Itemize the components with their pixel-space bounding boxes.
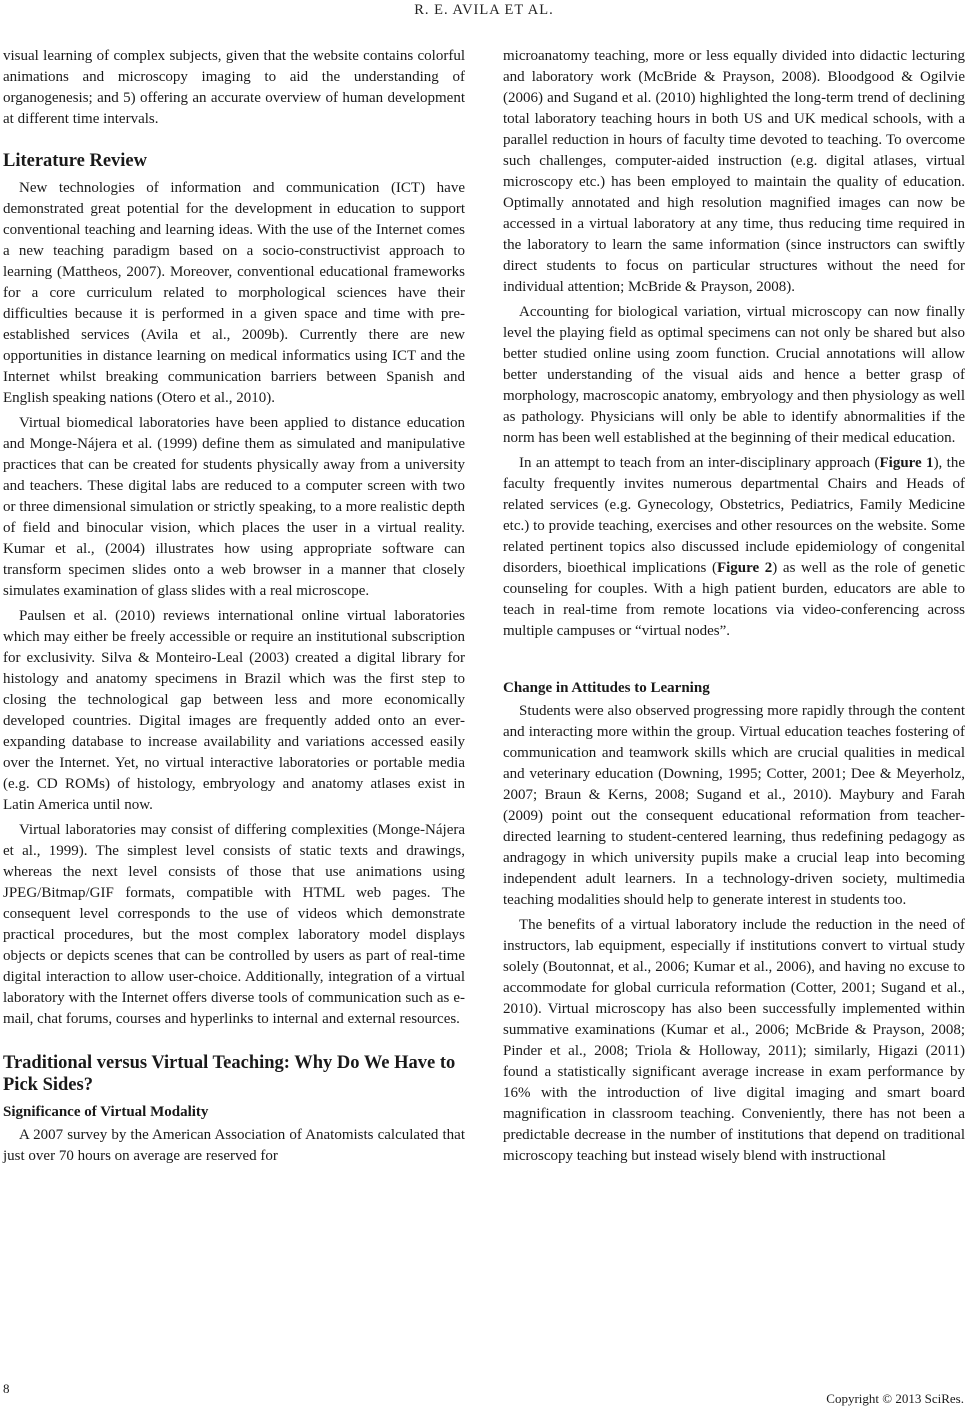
text-segment: ) as well as the role of genetic counseling for couples. With a high patient burden, educators are able to teach in real-time from remote locations via video-conferencing across multiple campuses or “virtual nodes”. — [503, 560, 965, 639]
paragraph-lit-2: Virtual biomedical laboratories have been applied to distance education and Monge-Nájera et al. (1999) define them as simulated and manipulative practices that can be created for students physically away from a university and teachers. These digital labs are reduced to a computer screen with two or three dimensional simulation or strictly speaking, to a more realistic depth of field and binocular vision, which places the user in a virtual reality. Kumar et al., (2004) illustrates how using appropriate software can transform specimen slides onto a web browser in a manner that closely simulates examination of glass slides with a real microscope. — [3, 415, 465, 599]
left-column — [3, 46, 465, 1171]
heading-literature-review: Literature Review — [3, 151, 148, 171]
heading-traditional-vs-virtual: Traditional versus Virtual Teaching: Why Do We Have to Pick Sides? — [3, 1053, 456, 1095]
figure-2-reference[interactable]: Figure 2 — [716, 560, 773, 576]
paragraph-microanatomy-continued: microanatomy teaching, more or less equally divided into didactic lecturing and laboratory work (McBride & Prayson, 2008). Bloodgood & Ogilvie (2006) and Sugand et al. (2010) highlighted the long-term trend of declining total laboratory teaching hours in both US and UK medical schools, with a parallel reduction in hours of faculty time devoted to teaching. To overcome such challenges, computer-aided instruction (e.g. digital atlases, virtual microscopy etc.) has been employed to maintain the quality of education. Optimally annotated and high resolution magnified images can now be accessed in a virtual laboratory at any time, thus reducing time required in the laboratory to learn the same information (since instructors can swiftly direct students to focus on particular structures without the need for individual attention; McBride & Prayson, 2008). — [503, 48, 965, 295]
text-segment: In an attempt to teach from an inter-disciplinary approach ( — [519, 455, 880, 471]
running-head: R. E. AVILA ET AL. — [414, 2, 554, 18]
page-number: 8 — [3, 1381, 10, 1396]
heading-change-in-attitudes: Change in Attitudes to Learning — [503, 680, 710, 696]
copyright-notice: Copyright © 2013 SciRes. — [826, 1391, 964, 1406]
right-column — [503, 46, 965, 1171]
heading-significance: Significance of Virtual Modality — [3, 1104, 209, 1120]
paragraph-lit-4: Virtual laboratories may consist of differing complexities (Monge-Nájera et al., 1999). The simplest level consists of static texts and drawings, whereas the next level consists of those that use animations using JPEG/Bitmap/GIF formats, compatible with HTML web pages. The consequent level corresponds to the use of videos which demonstrate practical procedures, but the most complex laboratory model displays objects or depicts scenes that can be controlled by users as part of real-time digital interaction to allow user-choice. Additionally, integration of a virtual laboratory with the Internet offers diverse tools of communication such as e-mail, chat forums, courses and hyperlinks to internal and external resources. — [3, 822, 465, 1027]
paragraph-lit-3: Paulsen et al. (2010) reviews international online virtual laboratories which may either be freely accessible or require an institutional subscription for exclusivity. Silva & Monteiro-Leal (2003) created a digital library for histology and anatomy specimens in Brazil which was the first step to closing the technological gap between less and more economically developed countries. Digital images are frequently added onto an ever-expanding database to increase availability and variations accessed easily over the Internet. Yet, no virtual interactive laboratories or portable media (e.g. CD ROMs) of histology, embryology and anatomy atlases exist in Latin America until now. — [3, 608, 465, 813]
text-segment: ), the faculty frequently invites numerous departmental Chairs and Heads of related services (e.g. Gynecology, Obstetrics, Pediatrics, Family Medicine etc.) to provide teaching, exercises and other resources on the website. Some related pertinent topics also discussed include epidemiology of congenital disorders, bioethical implications ( — [503, 455, 965, 576]
paragraph-significance: A 2007 survey by the American Association of Anatomists calculated that just over 70 hours on average are reserved for — [3, 1127, 465, 1164]
paragraph-inter-disciplinary — [503, 453, 965, 642]
paragraph-benefits: The benefits of a virtual laboratory include the reduction in the need of instructors, lab equipment, especially if institutions convert to virtual study solely (Boutonnat, et al., 2006; Kumar et al., 2006), and having no excuse to accommodate for global curricula reformation (Cotter, 2001; Sugand et al., 2010). Virtual microscopy has also been successfully implemented within summative examinations (Kumar et al., 2006; McBride & Prayson, 2008; Pinder et al., 2008; Triola & Holloway, 2011); similarly, Higazi (2011) found a statistically significant average increase in exam performance by 16% with the introduction of live digital imaging and smart board magnification in classroom teaching. Conveniently, there has not been a predictable decrease in the number of institutions that depend on traditional microscopy teaching but instead wisely blend with instructional — [503, 917, 965, 1164]
paragraph-change-in-attitudes: Students were also observed progressing more rapidly through the content and interacting more within the group. Virtual education teaches fostering of communication and teamwork skills which are crucial qualities in medical and veterinary education (Downing, 1995; Cotter, 2001; Dee & Meyerholz, 2007; Braun & Kerns, 2008; Sugand et al., 2010). Maybury and Farah (2009) point out the consequent educational reformation from teacher-directed learning to student-centered learning, thus redefining pedagogy as andragogy in which university pupils make a crucial leap into becoming independent adult learners. In a technology-driven society, multimedia teaching modalities should help to generate interest in students too. — [503, 703, 965, 908]
paragraph-intro-continued: visual learning of complex subjects, given that the website contains colorful animations and microscopy imaging to aid the understanding of organogenesis; and 5) offering an accurate overview of human development at different time intervals. — [3, 48, 465, 127]
figure-1-reference[interactable]: Figure 1 — [879, 455, 934, 471]
paragraph-biological-variation: Accounting for biological variation, virtual microscopy can now finally level the playing field as optimal specimens can not only be shared but also better studied online using zoom function. Crucial annotations will allow better understanding of the visual aids and hence a better grasp of morphology, macroscopic anatomy, embryology and then physiology as well as pathology. Physicians will only be able to identify abnormalities if the norm has been well established at the beginning of their medical education. — [503, 304, 965, 446]
paragraph-lit-1: New technologies of information and communication (ICT) have demonstrated great potential for the development in education to support conventional teaching and learning ideas. With the use of the Internet comes a new teaching paradigm based on a socio-constructivist approach to learning (Mattheos, 2007). Moreover, conventional educational frameworks for a core curriculum related to morphological sciences have their difficulties because it is performed in a given space and time with pre-established services (Avila et al., 2009b). Currently there are new opportunities in distance learning on medical informatics using ICT and the Internet whilst breaking communication barriers between Spanish and English speaking nations (Otero et al., 2010). — [3, 180, 465, 406]
